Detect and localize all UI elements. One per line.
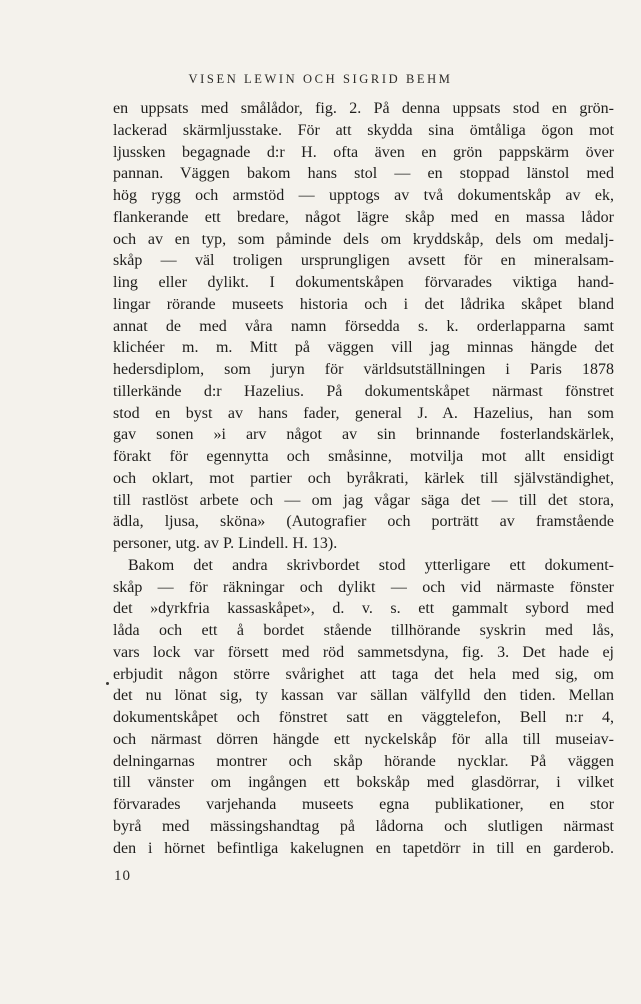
text-line: gav sonen »i arv något av sin brinnande fosterlandskärlek, (113, 426, 614, 444)
text-line: och närmast dörren hängde ett nyckelskåp för alla till museiav- (113, 730, 614, 748)
text-line: förakt för egennytta och småsinne, motvilja mot allt ensidigt (113, 448, 614, 465)
text-line: ljusskеn begagnade d:r H. ofta även en grön pappskärm över (113, 143, 614, 161)
text-line: stod en byst av hans fader, general J. A. Hazelius, han som (113, 404, 614, 422)
text-line: klichéer m. m. Mitt på väggen vill jag minnas hängde det (113, 339, 614, 357)
text-line: skåp — väl troligen ursprungligen avsett för en mineralsam- (113, 252, 614, 270)
text-line: hög rygg och armstöd — upptogs av två dokumentskåp av ek, (113, 187, 614, 204)
text-line: och av en typ, som påminde dels om kryddskåp, dels om medalj- (113, 230, 614, 248)
text-line: och oklart, mot partier och byråkrati, kärlek till självständighet, (113, 469, 614, 487)
text-line: till vänster om ingången ett bokskåp med glasdörrar, i vilket (113, 774, 614, 792)
text-line: byrå med mässingshandtag på lådorna och slutligen närmast (113, 817, 614, 835)
text-line: det »dyrkfria kassaskåpet», d. v. s. ett gammalt sybord med (113, 600, 614, 618)
text-line: flankerande ett bredare, något lägre skåp med en massa lådor (113, 208, 614, 226)
text-line: annat de med våra namn försedda s. k. orderlapparna samt (113, 317, 614, 335)
text-line: hedersdiplom, som juryn för världsutställningen i Paris 1878 (113, 361, 614, 378)
text-line: den i hörnet befintliga kakelugnen en tapetdörr in till en garderob. (113, 839, 614, 857)
text-line: pannan. Väggen bakom hans stol — en stoppad länstol med (113, 165, 614, 183)
text-line: erbjudit någon större svårighet att taga det hela med sig, om (113, 665, 614, 683)
text-line: delningarnas montrer och skåp hörande nycklar. På väggen (113, 752, 614, 770)
text-line: tillerkände d:r Hazelius. På dokumentskåpet närmast fönstret (113, 382, 614, 400)
text-line-paragraph-end: personer, utg. av P. Lindell. H. 13). (113, 535, 338, 552)
text-line: lingar rörande museets historia och i det lådrika skåpet bland (113, 295, 614, 313)
text-line: låda och ett å bordet stående tillhörande syskrin med lås, (113, 622, 614, 639)
page-number: 10 (114, 868, 131, 884)
text-line: skåp — för räkningar och dylikt — och vid närmaste fönster (113, 578, 614, 596)
text-line: vars lock var försett med röd sammetsdyna, fig. 3. Det hade ej (113, 643, 614, 661)
running-head: VISEN LEWIN OCH SIGRID BEHM (188, 72, 453, 86)
text-line: ädla, ljusa, sköna» (Autografier och porträtt av framstående (113, 513, 614, 531)
text-line: lackerad skärmljusstake. För att skydda sina ömtåliga ögon mot (113, 121, 614, 139)
text-line: det nu lönat sig, ty kassan var sällan välfylld den tiden. Mellan (113, 687, 614, 705)
body-text (113, 98, 614, 859)
text-line-paragraph-start: Bakom det andra skrivbordet stod ytterligare ett dokument- (128, 556, 614, 574)
text-line: ling eller dylikt. I dokumentskåpen förvarades viktiga hand- (113, 274, 614, 291)
text-line: dokumentskåpet och fönstret satt en väggtelefon, Bell n:r 4, (113, 709, 614, 726)
ink-speck (106, 682, 109, 685)
text-line: förvarades varjehanda museets egna publikationer, en stor (113, 796, 614, 813)
text-line: till rastlöst arbete och — om jag vågar säga det — till det stora, (113, 491, 614, 509)
text-line: en uppsats med smålådor, fig. 2. På denna uppsats stod en grön- (113, 100, 614, 117)
